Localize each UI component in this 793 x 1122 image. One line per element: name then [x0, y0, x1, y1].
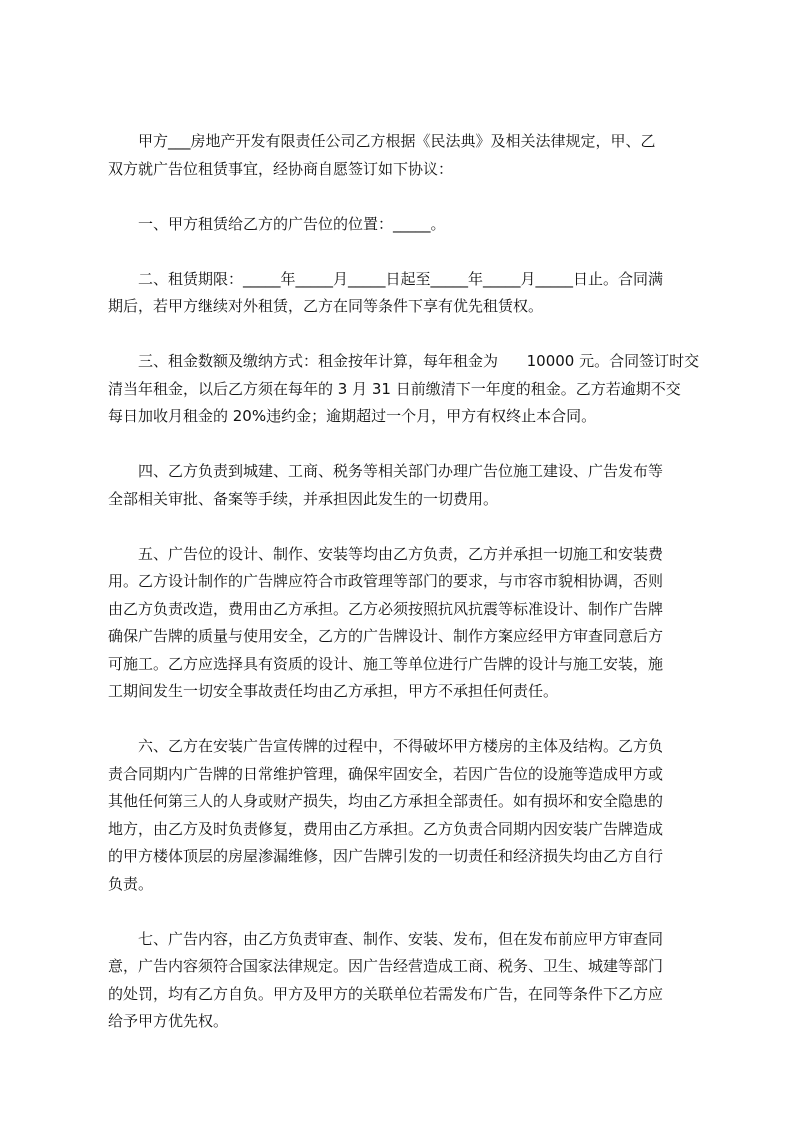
paragraph-line: 七、广告内容，由乙方负责审查、制作、安装、发布，但在发布前应甲方审查同 — [138, 929, 664, 948]
preamble-paragraph — [108, 128, 701, 183]
paragraph-line: 甲方___房地产开发有限责任公司乙方根据《民法典》及相关法律规定，甲、乙 — [138, 132, 656, 150]
paragraph-line: 期后，若甲方继续对外租赁，乙方在同等条件下享有优先租赁权。 — [108, 297, 544, 315]
clause-1-paragraph — [108, 211, 701, 239]
paragraph-line: 的甲方楼体顶层的房屋渗漏维修，因广告牌引发的一切责任和经济损失均由乙方自行 — [108, 847, 664, 865]
paragraph-gap — [108, 431, 701, 459]
paragraph-line: 意，广告内容须符合国家法律规定。因广告经营造成工商、税务、卫生、城建等部门 — [108, 957, 664, 975]
paragraph-line: 负责。 — [108, 874, 154, 893]
clause-2-paragraph — [108, 266, 701, 321]
paragraph-line: 其他任何第三人的人身或财产损失，均由乙方承担全部责任。如有损坏和安全隐患的 — [108, 792, 664, 810]
paragraph-gap — [108, 321, 701, 349]
clause-4-paragraph — [108, 458, 701, 513]
clause-3-paragraph — [108, 348, 701, 431]
paragraph-line: 清当年租金，以后乙方须在每年的 3 月 31 日前缴清下一年度的租金。乙方若逾期不交 — [108, 379, 681, 398]
paragraph-line: 可施工。乙方应选择具有资质的设计、施工等单位进行广告牌的设计与施工安装，施 — [108, 654, 664, 673]
paragraph-line: 地方，由乙方及时负责修复，费用由乙方承担。乙方负责合同期内因安装广告牌造成 — [108, 819, 664, 838]
paragraph-line: 给予甲方优先权。 — [108, 1012, 229, 1030]
paragraph-gap — [108, 238, 701, 266]
paragraph-line: 责合同期内广告牌的日常维护管理，确保牢固安全，若因广告位的设施等造成甲方或 — [108, 764, 664, 783]
paragraph-line: 二、租赁期限：_____年_____月_____日起至_____年_____月_____日止。合同满 — [138, 269, 664, 288]
paragraph-line: 四、乙方负责到城建、工商、税务等相关部门办理广告位施工建设、广告发布等 — [138, 462, 664, 480]
paragraph-line: 一、甲方租赁给乙方的广告位的位置：_____。 — [138, 214, 446, 233]
paragraph-line: 由乙方负责改造，费用由乙方承担。乙方必须按照抗风抗震等标准设计、制作广告牌 — [108, 599, 664, 618]
paragraph-gap — [108, 183, 701, 211]
paragraph-gap — [108, 706, 701, 734]
paragraph-line: 六、乙方在安装广告宣传牌的过程中，不得破坏甲方楼房的主体及结构。乙方负 — [138, 737, 664, 755]
paragraph-line: 五、广告位的设计、制作、安装等均由乙方负责，乙方并承担一切施工和安装费 — [138, 544, 664, 563]
clause-6-paragraph — [108, 733, 701, 898]
paragraph-line: 用。乙方设计制作的广告牌应符合市政管理等部门的要求，与市容市貌相协调，否则 — [108, 572, 664, 590]
clause-5-paragraph — [108, 541, 701, 706]
paragraph-line: 每日加收月租金的 20%违约金；逾期超过一个月，甲方有权终止本合同。 — [108, 407, 597, 425]
paragraph-line: 工期间发生一切安全事故责任均由乙方承担，甲方不承担任何责任。 — [108, 682, 559, 700]
paragraph-line: 双方就广告位租赁事宜，经协商自愿签订如下协议： — [108, 159, 454, 178]
paragraph-line: 确保广告牌的质量与使用安全，乙方的广告牌设计、制作方案应经甲方审查同意后方 — [108, 627, 664, 645]
paragraph-line: 全部相关审批、备案等手续，并承担因此发生的一切费用。 — [108, 489, 499, 508]
paragraph-gap — [108, 898, 701, 926]
paragraph-line: 的处罚，均有乙方自负。甲方及甲方的关联单位若需发布广告，在同等条件下乙方应 — [108, 984, 664, 1003]
clause-7-paragraph — [108, 926, 701, 1036]
paragraph-line: 三、租金数额及缴纳方式：租金按年计算，每年租金为 10000 元。合同签订时交 — [138, 352, 700, 370]
paragraph-gap — [108, 513, 701, 541]
document-body — [108, 128, 701, 1036]
